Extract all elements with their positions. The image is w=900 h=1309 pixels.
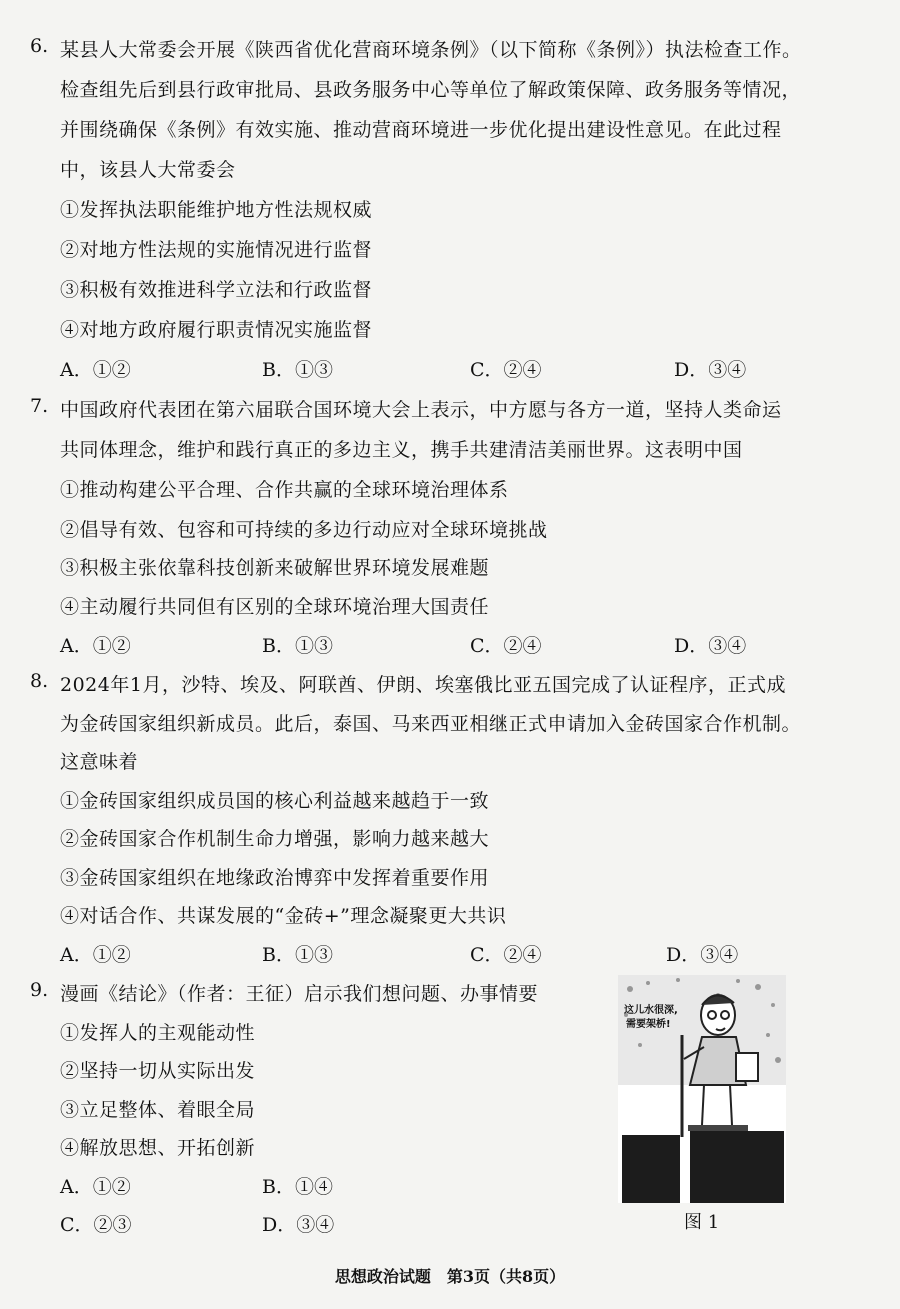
speech-bubble-line: 这儿水很深, [624,1005,678,1016]
speech-bubble-line: 需要架桥! [626,1019,671,1030]
option-a[interactable]: A．①② [60,359,131,381]
option-d[interactable]: D．③④ [674,635,747,657]
question-stem-line: 共同体理念，维护和践行真正的多边主义，携手共建清洁美丽世界。这表明中国 [60,439,743,461]
option-b[interactable]: B．①③ [262,635,333,657]
statement-item: ④对话合作、共谋发展的“金砖+”理念凝聚更大共识 [60,905,507,927]
question-stem-line: 这意味着 [60,751,139,773]
statement-item: ②坚持一切从实际出发 [60,1060,256,1082]
page-footer: 思想政治试题 第3页（共8页） [334,1267,566,1286]
option-b[interactable]: B．①④ [262,1176,333,1198]
option-d[interactable]: D．③④ [674,359,747,381]
question-stem-line: 中国政府代表团在第六届联合国环境大会上表示，中方愿与各方一道，坚持人类命运 [60,399,782,421]
question-stem-line: 并围绕确保《条例》有效实施、推动营商环境进一步优化提出建设性意见。在此过程 [60,119,782,141]
statement-item: ①发挥人的主观能动性 [60,1022,256,1044]
option-b[interactable]: B．①③ [262,359,333,381]
statement-item: ②对地方性法规的实施情况进行监督 [60,239,373,261]
statement-item: ③积极有效推进科学立法和行政监督 [60,279,373,301]
option-c[interactable]: C．②④ [470,635,542,657]
figure-caption: 图 1 [684,1212,720,1233]
statement-item: ④对地方政府履行职责情况实施监督 [60,319,373,341]
statement-item: ③立足整体、着眼全局 [60,1099,256,1121]
question-number: 6. [30,35,49,57]
question-stem-line: 检查组先后到县行政审批局、县政务服务中心等单位了解政策保障、政务服务等情况， [60,79,802,101]
option-a[interactable]: A．①② [60,1176,131,1198]
question-stem-line: 漫画《结论》（作者：王征）启示我们想问题、办事情要 [60,983,539,1005]
statement-item: ①发挥执法职能维护地方性法规权威 [60,199,373,221]
statement-item: ④主动履行共同但有区别的全球环境治理大国责任 [60,596,490,618]
statement-item: ③积极主张依靠科技创新来破解世界环境发展难题 [60,557,490,579]
cartoon-drawing [618,975,786,1203]
option-a[interactable]: A．①② [60,635,131,657]
statement-item: ①推动构建公平合理、合作共赢的全球环境治理体系 [60,479,509,501]
option-d[interactable]: D．③④ [666,944,739,966]
option-d[interactable]: D．③④ [262,1214,335,1236]
question-number: 8. [30,670,49,692]
statement-item: ②倡导有效、包容和可持续的多边行动应对全球环境挑战 [60,519,548,541]
cartoon-illustration [618,975,786,1203]
question-number: 9. [30,979,49,1001]
question-number: 7. [30,395,49,417]
option-c[interactable]: C．②④ [470,359,542,381]
statement-item: ①金砖国家组织成员国的核心利益越来越趋于一致 [60,790,490,812]
statement-item: ②金砖国家合作机制生命力增强，影响力越来越大 [60,828,490,850]
option-a[interactable]: A．①② [60,944,131,966]
question-stem-line: 某县人大常委会开展《陕西省优化营商环境条例》（以下简称《条例》）执法检查工作。 [60,39,802,61]
statement-item: ④解放思想、开拓创新 [60,1137,256,1159]
option-b[interactable]: B．①③ [262,944,333,966]
statement-item: ③金砖国家组织在地缘政治博弈中发挥着重要作用 [60,867,490,889]
option-c[interactable]: C．②③ [60,1214,132,1236]
question-stem-line: 中，该县人大常委会 [60,159,236,181]
question-stem-line: 2024年1月，沙特、埃及、阿联酋、伊朗、埃塞俄比亚五国完成了认证程序，正式成 [60,674,786,696]
question-stem-line: 为金砖国家组织新成员。此后，泰国、马来西亚相继正式申请加入金砖国家合作机制。 [60,713,802,735]
option-c[interactable]: C．②④ [470,944,542,966]
